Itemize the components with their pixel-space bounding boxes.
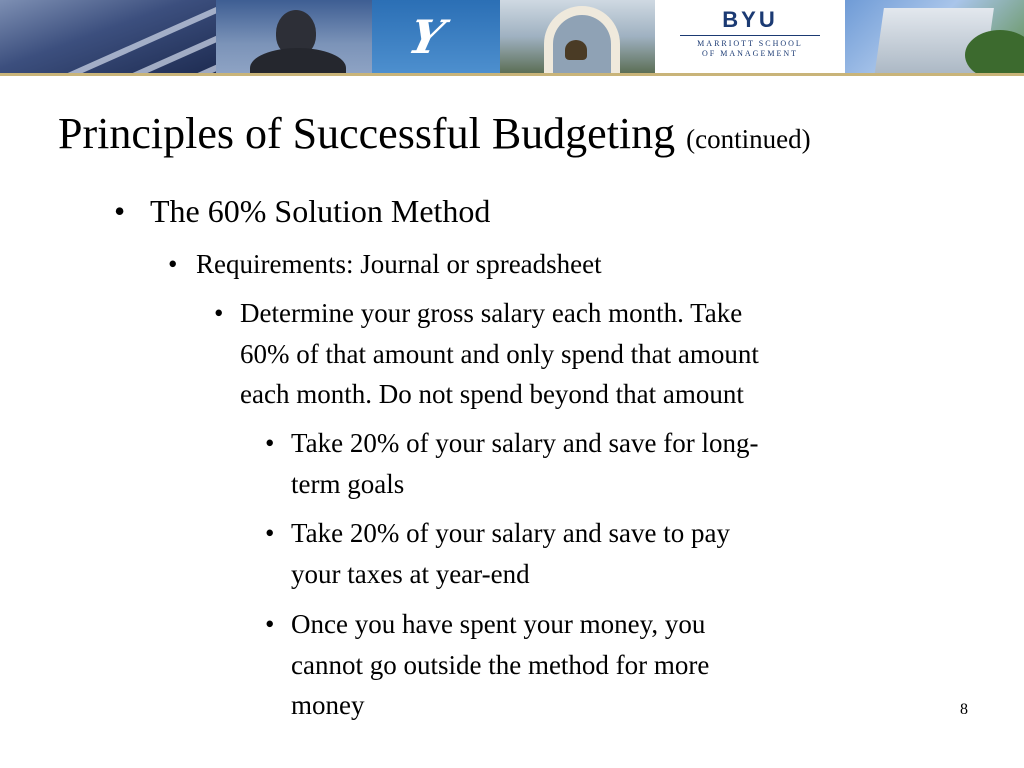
y-mountain-photo [372, 0, 500, 73]
bullet-line: money [291, 690, 365, 720]
bullet-line: cannot go outside the method for more [291, 649, 710, 680]
bullet-level-1 [114, 190, 910, 232]
bullet-dot: • [168, 249, 178, 279]
logo-line-2: OF MANAGEMENT [702, 49, 798, 58]
campus-building-photo [845, 0, 1024, 73]
bullet-dot: • [265, 518, 275, 548]
bullet-line: Determine your gross salary each month. Take [240, 298, 743, 328]
bullet-dot: • [214, 298, 224, 328]
bullet-dot: • [265, 609, 275, 639]
bullet-text: The 60% Solution Method [150, 193, 491, 229]
slide-title [58, 104, 811, 169]
bell-tower-photo [500, 0, 655, 73]
bullet-line: term goals [291, 468, 405, 499]
bullet-dot: • [114, 193, 126, 229]
bell-icon [565, 40, 587, 60]
glass-building-photo [0, 0, 216, 73]
bullet-line: Take 20% of your salary and save to pay [291, 518, 730, 548]
bullet-line: Once you have spent your money, you [291, 609, 706, 639]
bullet-level-2 [168, 245, 916, 283]
header-divider [0, 73, 1024, 76]
bullet-dot: • [265, 428, 275, 458]
bullet-line: Take 20% of your salary and save for long- [291, 428, 759, 458]
statue-photo [216, 0, 372, 73]
bullet-level-3 [214, 293, 920, 415]
logo-line-1: MARRIOTT SCHOOL [697, 39, 803, 48]
byu-marriott-logo [655, 0, 845, 73]
logo-brand: BYU [722, 7, 778, 32]
slide-title-suffix: (continued) [686, 124, 811, 154]
bullet-level-4 [265, 604, 931, 726]
slide-title-main: Principles of Successful Budgeting [58, 109, 676, 158]
bullet-level-4 [265, 513, 931, 594]
header-photo-banner [0, 0, 1024, 73]
page-number: 8 [960, 701, 968, 718]
bullet-text: Requirements: Journal or spreadsheet [196, 249, 602, 279]
bullet-line: your taxes at year-end [291, 558, 530, 589]
bullet-line: each month. Do not spend beyond that amount [240, 379, 744, 409]
y-logo-icon: Y [403, 10, 450, 64]
bullet-level-4 [265, 423, 931, 504]
bullet-line: 60% of that amount and only spend that amount [240, 338, 759, 369]
